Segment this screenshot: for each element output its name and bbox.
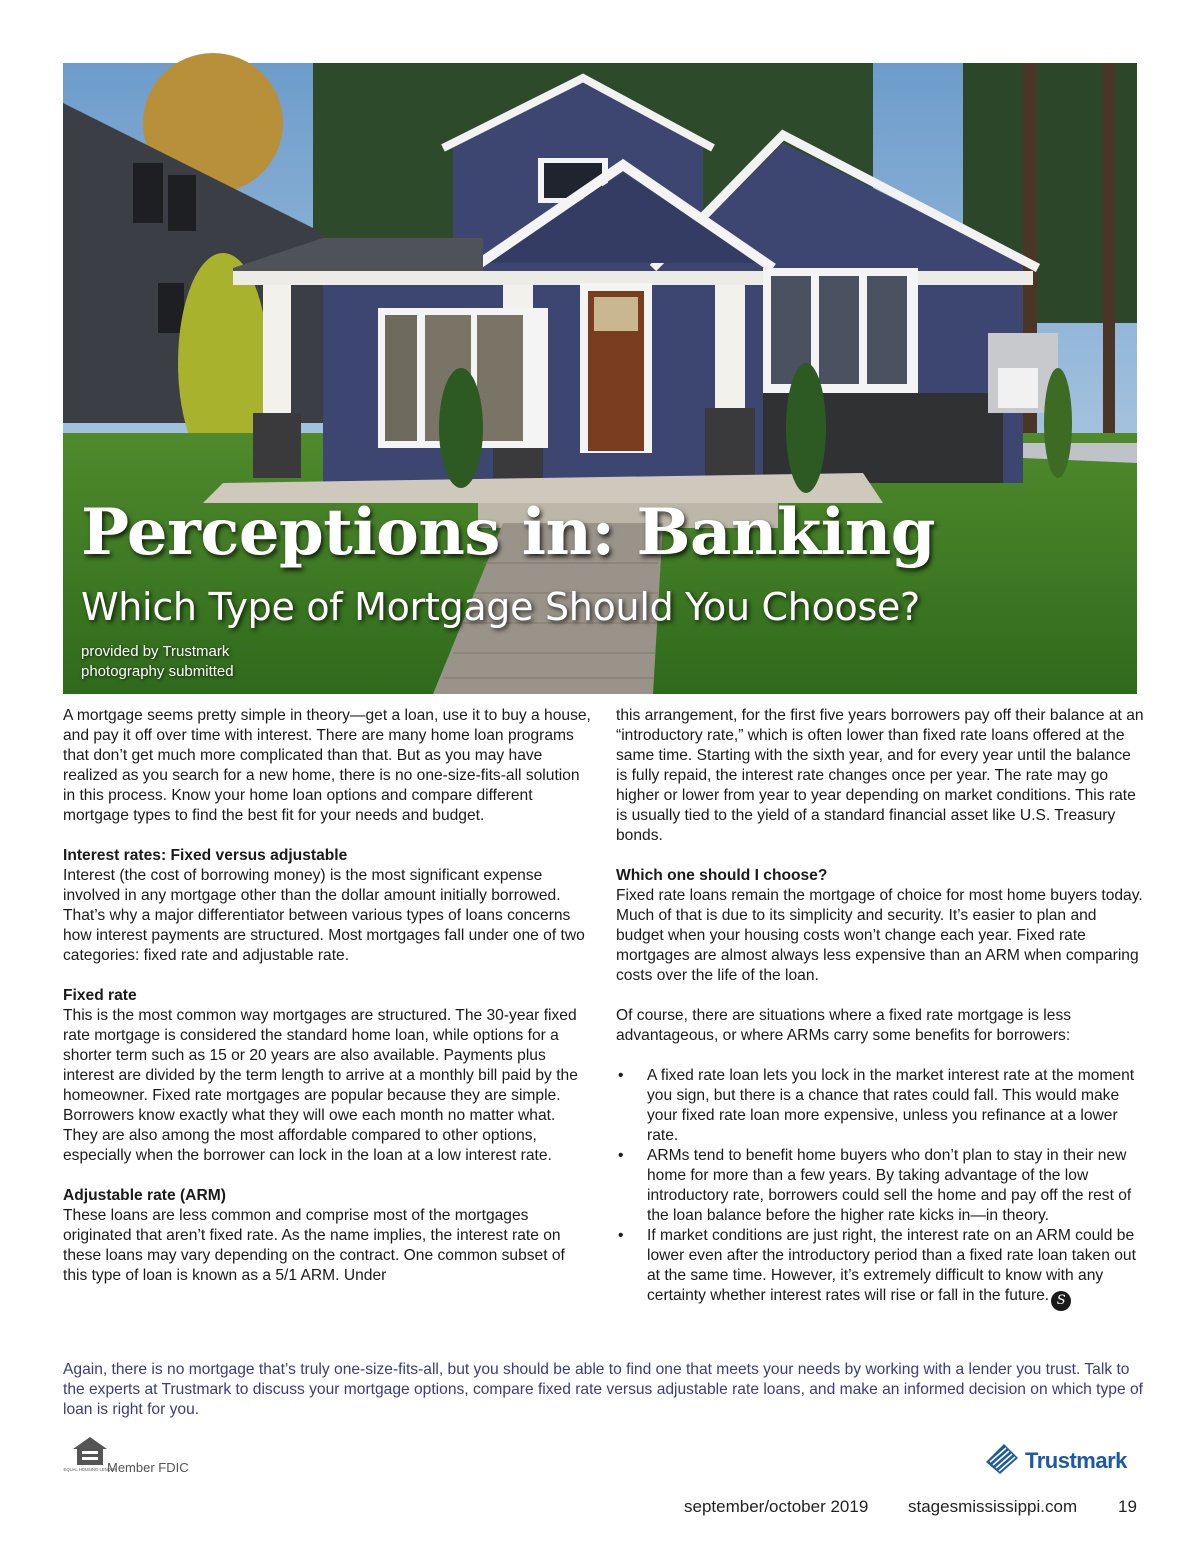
member-fdic: Member FDIC <box>107 1460 189 1475</box>
footer-website[interactable]: stagesmississippi.com <box>908 1497 1078 1516</box>
page-number: 19 <box>1118 1497 1137 1516</box>
article-subtitle: Which Type of Mortgage Should You Choose? <box>81 585 920 629</box>
choose-paragraph: Fixed rate loans remain the mortgage of choice for most home buyers today. Much of that is due to its simplicity and security. It’s easier to plan and budget when your housing costs won’t change each year. Fixed rate mortgages are almost always less expensive than an ARM when comparing costs over the life of the loan. <box>616 887 1143 984</box>
right-column <box>616 706 1144 1346</box>
trustmark-wordmark: Trustmark <box>1025 1448 1127 1473</box>
closing-paragraph: Again, there is no mortgage that’s truly one-size-fits-all, but you should be able to find one that meets your needs by working with a lender you trust. Talk to the experts at Trustmark to discuss your mortgage options, compare fixed rate versus adjustable rate loans, and make an informed decision on which type of loan is right for you. <box>63 1361 1143 1418</box>
list-item <box>616 1226 1144 1311</box>
intro-paragraph: A mortgage seems pretty simple in theory—get a loan, use it to buy a house, and pay it off over time with interest. There are many home loan programs that don’t get much more complicated than that. But as you may have realized as you search for a new home, there is no one-size-fits-all solution in this process. Know your home loan options and compare different mortgage types to find the best fit for your needs and budget. <box>63 707 591 824</box>
photography-credit: photography submitted <box>81 663 234 680</box>
heading-adjustable-rate: Adjustable rate (ARM) <box>63 1187 226 1204</box>
provided-by-credit: provided by Trustmark <box>81 643 230 660</box>
article-title: Perceptions in: Banking <box>81 495 935 570</box>
equal-housing-text: EQUAL HOUSING LENDER <box>63 1467 117 1472</box>
heading-interest-rates: Interest rates: Fixed versus adjustable <box>63 847 348 864</box>
interest-paragraph: Interest (the cost of borrowing money) is the most significant expense involved in any mortgage other than the dollar amount initially borrowed. That’s why a major differentiator between various types of loans concerns how interest payments are structured. Most mortgages fall under one of two categories: fixed rate and adjustable rate. <box>63 867 585 964</box>
bullet-icon: • <box>618 1227 624 1244</box>
equal-housing-lender-icon <box>63 1435 117 1477</box>
list-item-text: If market conditions are just right, the interest rate on an ARM could be lower even after the introductory period than a fixed rate loan taken out at the same time. However, it’s extremely difficult to know with any certainty whether interest rates will rise or fall in the future. <box>647 1227 1136 1304</box>
benefits-list <box>616 1066 1144 1311</box>
bullet-icon: • <box>618 1147 624 1164</box>
hero-photo <box>63 63 1137 694</box>
heading-fixed-rate: Fixed rate <box>63 987 137 1004</box>
list-item-text: A fixed rate loan lets you lock in the market interest rate at the moment you sign, but there is a chance that rates could fall. This would make your fixed rate loan more expensive, unless you refinance at a lower rate. <box>647 1067 1135 1144</box>
adjustable-rate-paragraph: These loans are less common and comprise most of the mortgages originated that aren’t fixed rate. As the name implies, the interest rate on these loans may vary depending on the contract. One common subset of this type of loan is known as a 5/1 ARM. Under <box>63 1207 565 1284</box>
situations-paragraph: Of course, there are situations where a fixed rate mortgage is less advantageous, or where ARMs carry some benefits for borrowers: <box>616 1007 1072 1044</box>
arm-continued-paragraph: this arrangement, for the first five years borrowers pay off their balance at an “introductory rate,” which is often lower than fixed rate loans offered at the same time. Starting with the sixth year, and for every year until the balance is fully repaid, the interest rate changes once per year. The rate may go higher or lower from year to year depending on market conditions. This rate is usually tied to the yield of a standard financial asset like U.S. Treasury bonds. <box>616 707 1144 844</box>
footer-issue: september/october 2019 <box>684 1497 869 1516</box>
left-column <box>63 706 591 1346</box>
end-of-article-icon: S <box>1051 1291 1071 1311</box>
fixed-rate-paragraph: This is the most common way mortgages are structured. The 30-year fixed rate mortgage is considered the standard home loan, while options for a shorter term such as 15 or 20 years are also available. Payments plus interest are divided by the term length to arrive at a monthly bill paid by the homeowner. Fixed rate mortgages are popular because they are simple. Borrowers know exactly what they will owe each month no matter what. They are also among the most affordable compared to other options, especially when the borrower can lock in the loan at a low interest rate. <box>63 1007 578 1164</box>
bullet-icon: • <box>618 1067 624 1084</box>
list-item <box>616 1146 1144 1226</box>
list-item <box>616 1066 1144 1146</box>
heading-which-to-choose: Which one should I choose? <box>616 867 828 884</box>
list-item-text: ARMs tend to benefit home buyers who don’t plan to stay in their new home for more than a few years. By taking advantage of the low introductory rate, borrowers could sell the home and pay off the rest of the loan balance before the higher rate kicks in—in theory. <box>647 1147 1132 1224</box>
trustmark-logo-icon <box>982 1440 1022 1476</box>
